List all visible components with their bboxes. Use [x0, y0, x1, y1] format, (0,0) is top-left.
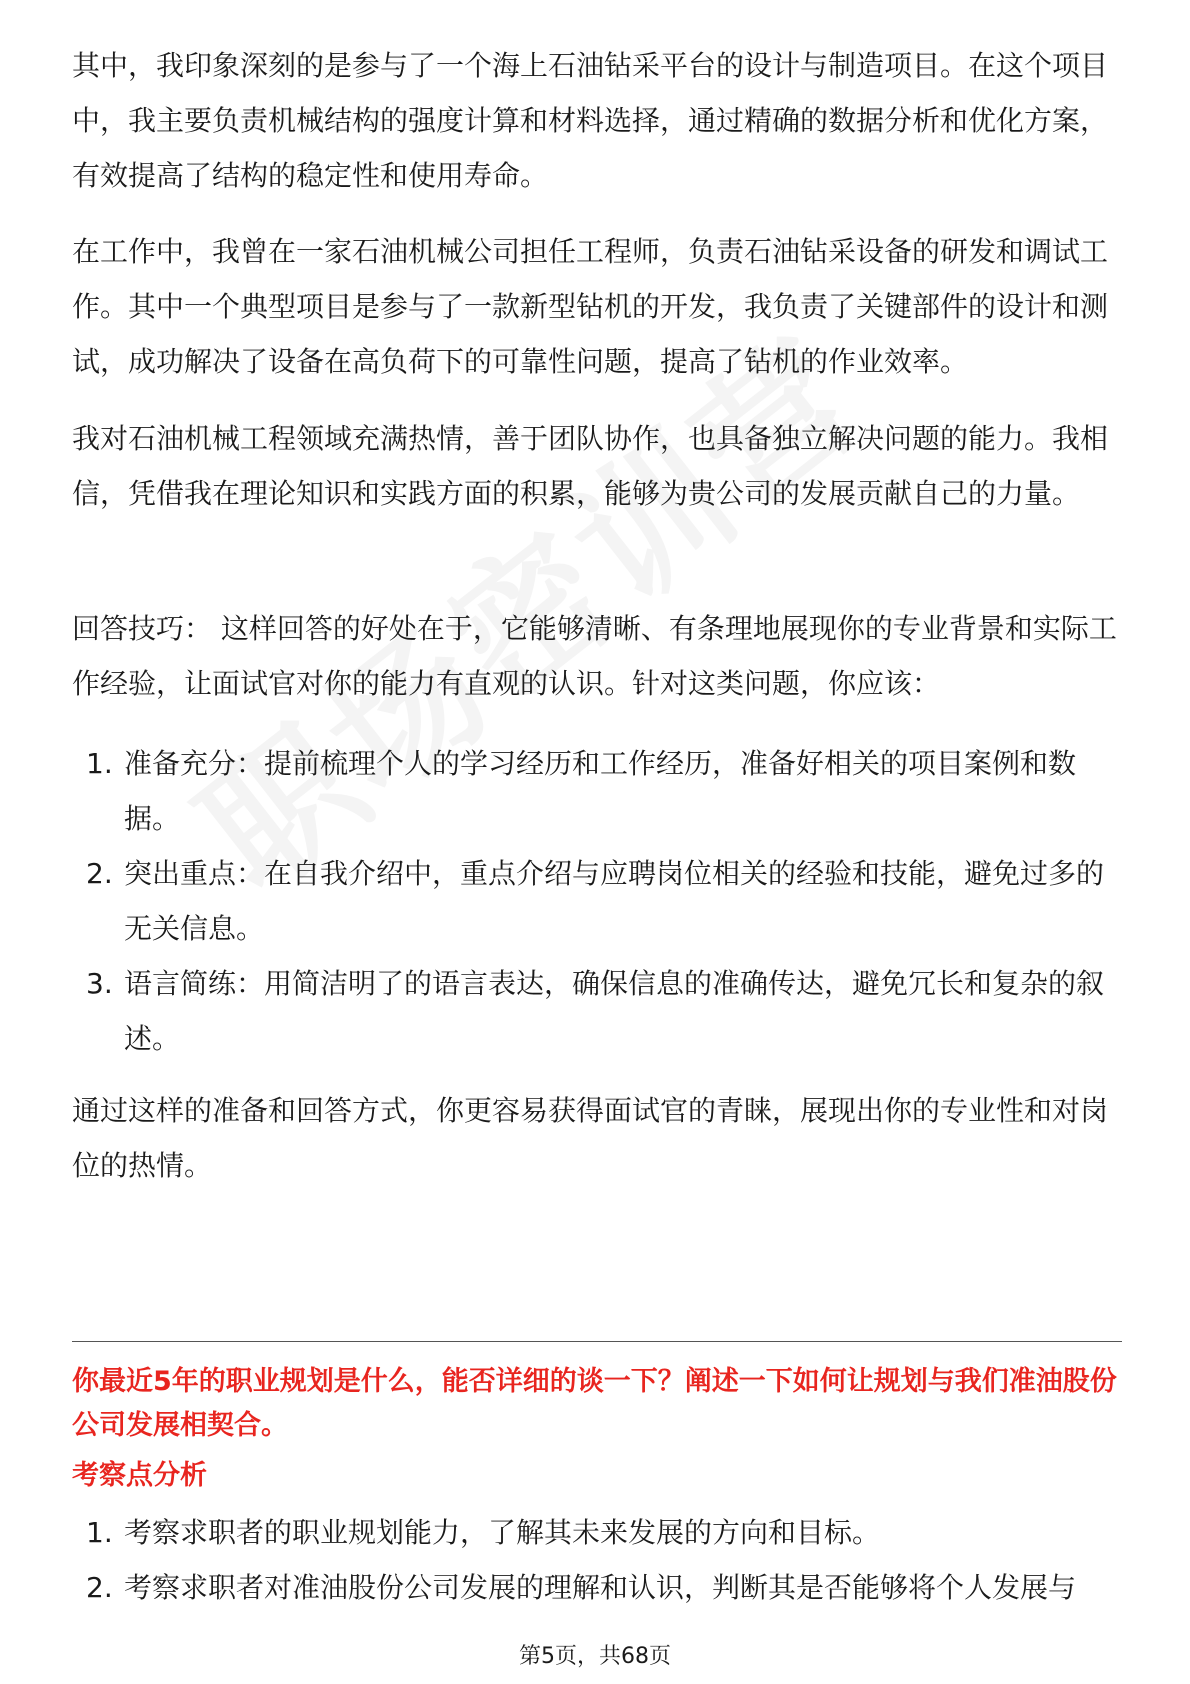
- list-number: 1.: [86, 1516, 113, 1549]
- list-item: [72, 736, 1122, 846]
- question-heading: 你最近5年的职业规划是什么，能否详细的谈一下？阐述一下如何让规划与我们准油股份公司发展相契合。: [72, 1366, 1117, 1441]
- paragraph-tips: 回答技巧： 这样回答的好处在于，它能够清晰、有条理地展现你的专业背景和实际工作经验，让面试官对你的能力有直观的认识。针对这类问题，你应该：: [72, 612, 1117, 700]
- list-text: 考察求职者对准油股份公司发展的理解和认识，判断其是否能够将个人发展与: [124, 1571, 1077, 1604]
- tips-list: [72, 736, 1122, 1066]
- list-item: [72, 956, 1122, 1066]
- list-number: 1.: [86, 747, 113, 780]
- list-text: 准备充分：提前梳理个人的学习经历和工作经历，准备好相关的项目案例和数据。: [124, 747, 1077, 835]
- list-text: 考察求职者的职业规划能力，了解其未来发展的方向和目标。: [124, 1516, 881, 1549]
- paragraph-closing: 通过这样的准备和回答方式，你更容易获得面试官的青睐，展现出你的专业性和对岗位的热情。: [72, 1094, 1109, 1182]
- list-number: 2.: [86, 1571, 113, 1604]
- list-text: 突出重点：在自我介绍中，重点介绍与应聘岗位相关的经验和技能，避免过多的无关信息。: [124, 857, 1105, 945]
- page-number: 第5页，共68页: [519, 1644, 671, 1669]
- analysis-list: [72, 1505, 1122, 1615]
- analysis-heading: 考察点分析: [72, 1460, 207, 1491]
- list-item: [72, 1560, 1122, 1615]
- paragraph-project: 其中，我印象深刻的是参与了一个海上石油钻采平台的设计与制造项目。在这个项目中，我主要负责机械结构的强度计算和材料选择，通过精确的数据分析和优化方案，有效提高了结构的稳定性和使用寿命。: [72, 49, 1109, 192]
- list-number: 2.: [86, 857, 113, 890]
- section-divider: [72, 1341, 1122, 1342]
- paragraph-work: 在工作中，我曾在一家石油机械公司担任工程师，负责石油钻采设备的研发和调试工作。其中一个典型项目是参与了一款新型钻机的开发，我负责了关键部件的设计和测试，成功解决了设备在高负荷下的可靠性问题，提高了钻机的作业效率。: [72, 235, 1109, 378]
- list-number: 3.: [86, 967, 113, 1000]
- list-item: [72, 1505, 1122, 1560]
- paragraph-passion: 我对石油机械工程领域充满热情，善于团队协作，也具备独立解决问题的能力。我相信，凭借我在理论知识和实践方面的积累，能够为贵公司的发展贡献自己的力量。: [72, 422, 1109, 510]
- list-item: [72, 846, 1122, 956]
- list-text: 语言简练：用简洁明了的语言表达，确保信息的准确传达，避免冗长和复杂的叙述。: [124, 967, 1105, 1055]
